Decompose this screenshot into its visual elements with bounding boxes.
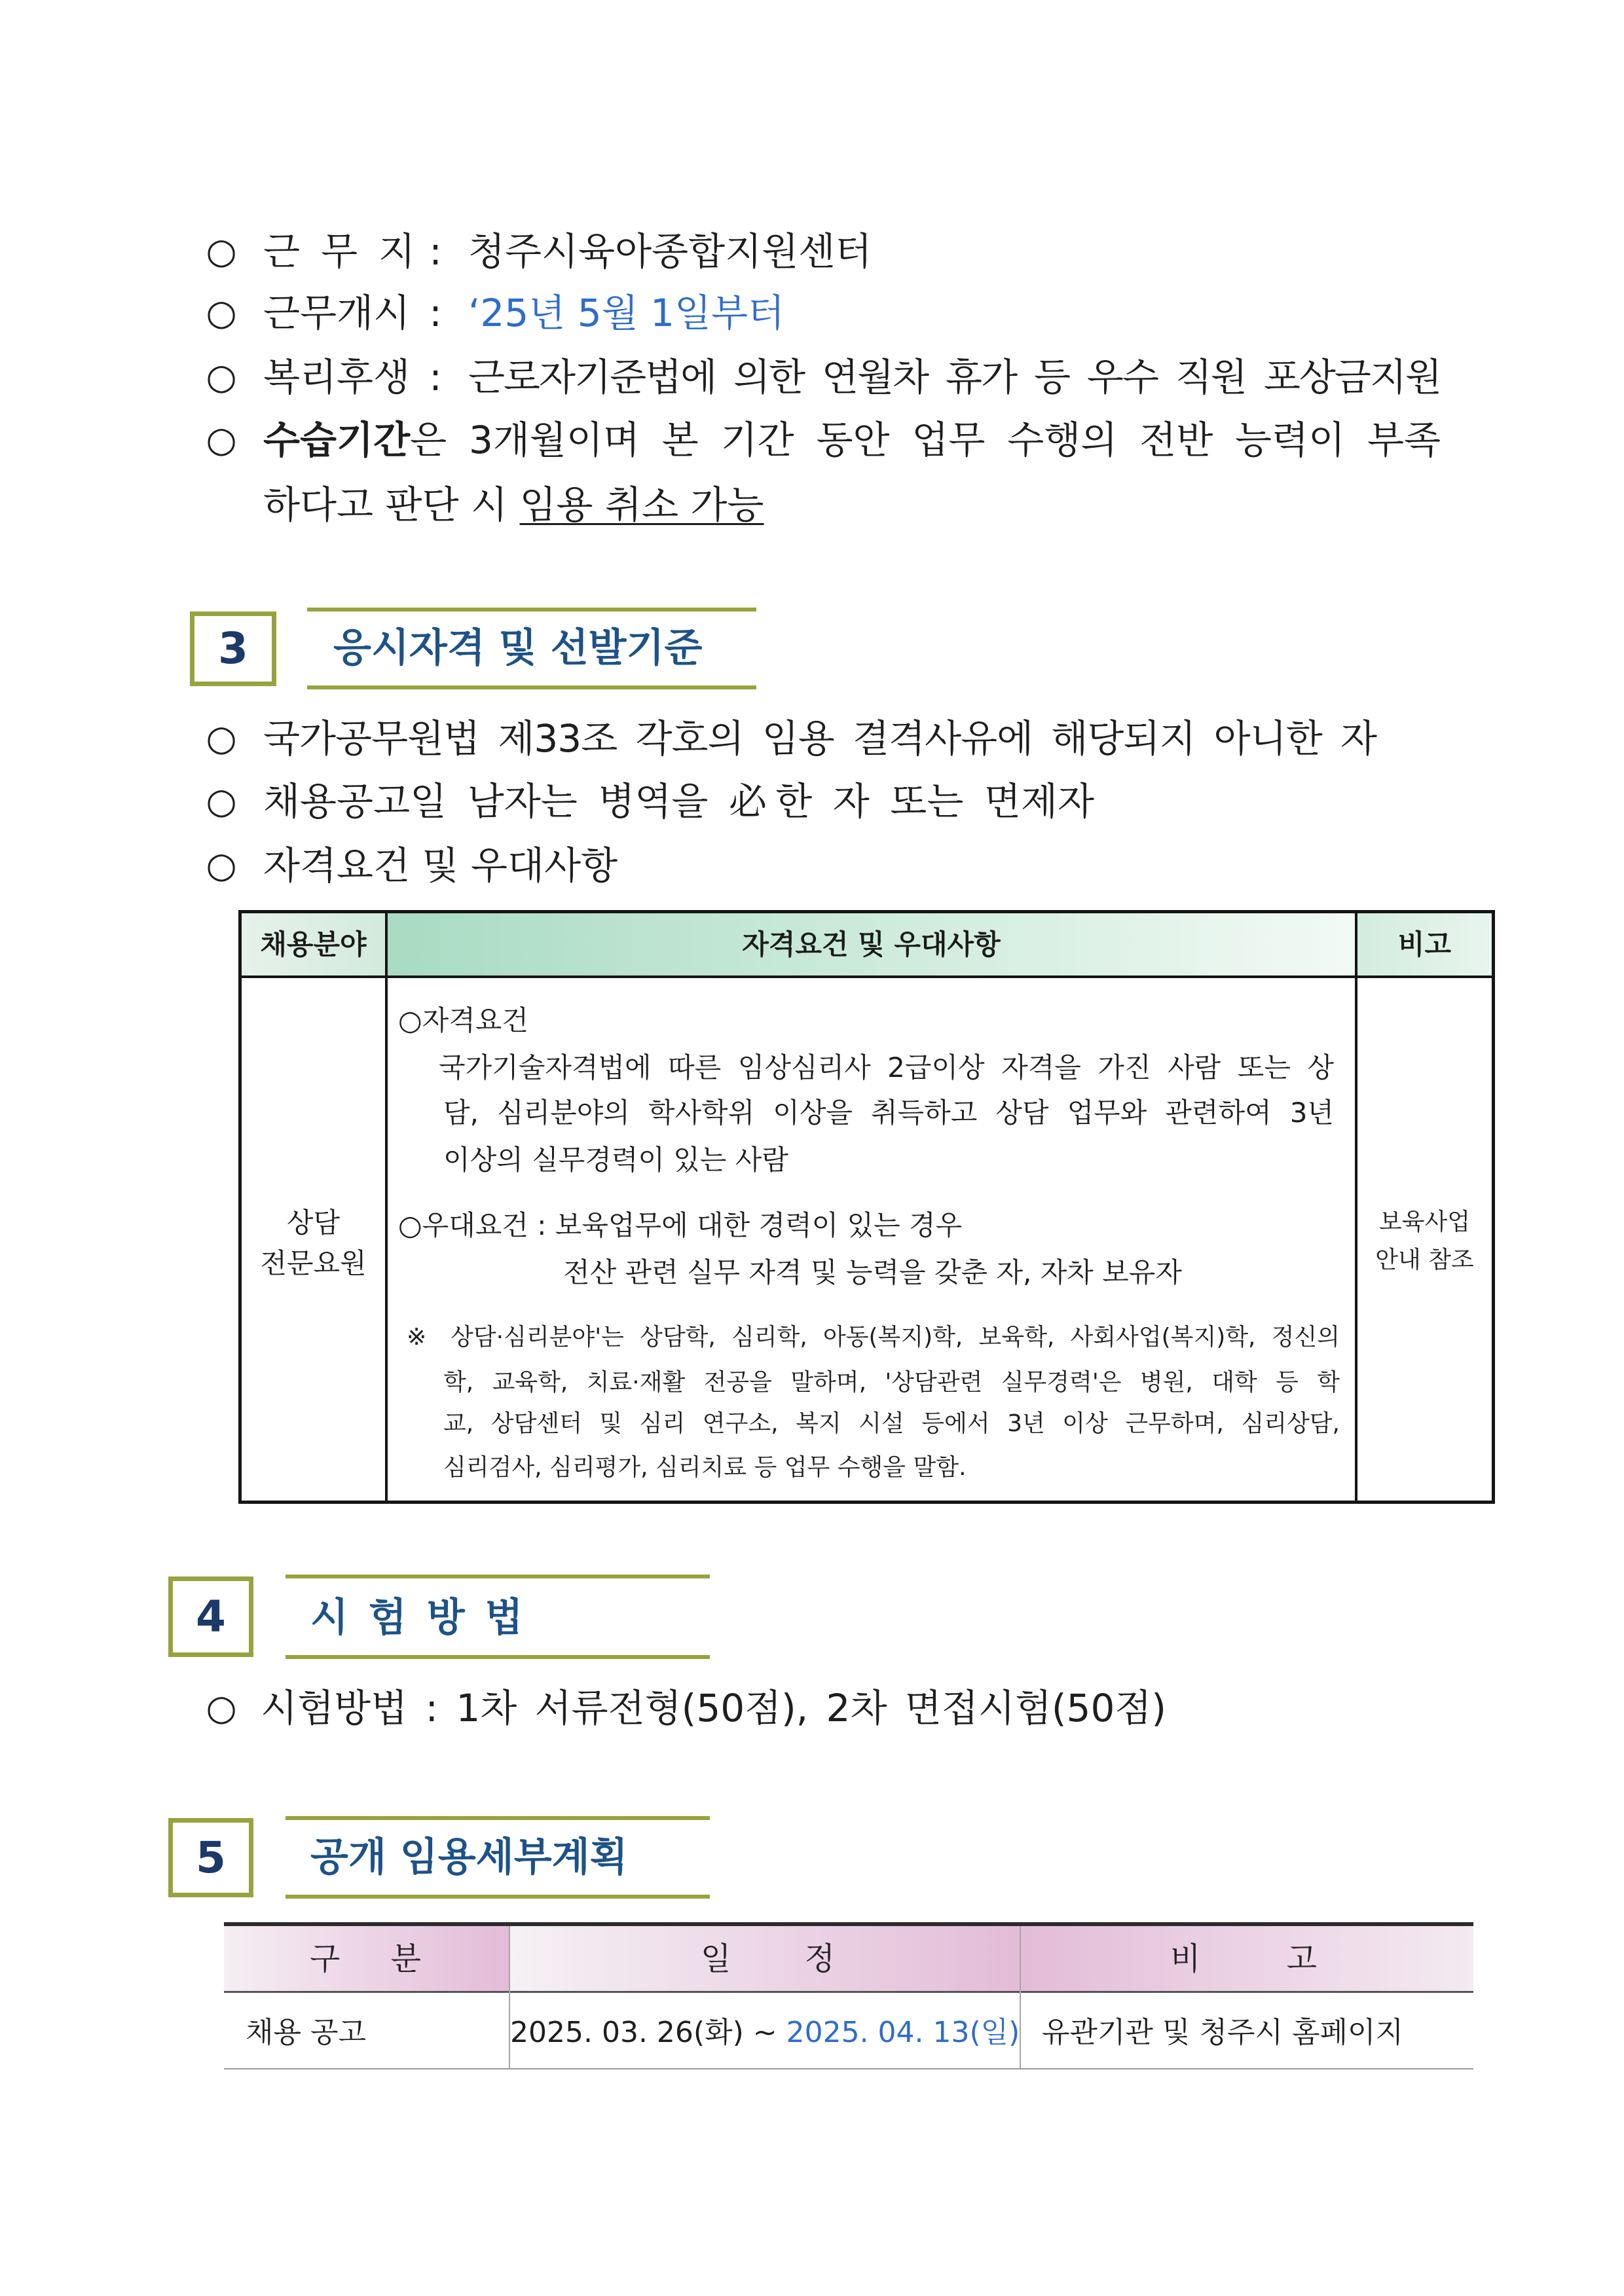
note-line: ※ 상담·심리분야'는 상담학, 심리학, 아동(복지)학, 보육학, 사회사업(복지)학, 정신의	[407, 1324, 1340, 1351]
workplace-label: 근 무 지	[263, 229, 415, 274]
section-title: 시 험 방 법	[310, 1595, 523, 1641]
colon: :	[429, 291, 442, 335]
field-cell-line: 상담	[286, 1207, 341, 1239]
remarks-cell-line: 보육사업	[1378, 1209, 1471, 1235]
note-line: 교, 상담센터 및 심리 연구소, 복지 시설 등에서 3년 이상 근무하며, 심리상담,	[443, 1410, 1340, 1437]
table-header-rule	[224, 1991, 1473, 1993]
section-number: 3	[190, 611, 276, 686]
schedule-dates	[510, 2013, 1020, 2052]
heading-rule-bottom	[286, 1895, 710, 1899]
section-title: 응시자격 및 선발기준	[333, 625, 703, 671]
table-header-remarks: 비 고	[1170, 1941, 1317, 1977]
military-service-item: 채용공고일 남자는 병역을 必한 자 또는 면제자	[263, 779, 1094, 824]
probation-text-continued: 하다고 판단 시	[263, 483, 508, 527]
eligibility-item: 국가공무원법 제33조 각호의 임용 결격사유에 해당되지 아니한 자	[263, 716, 1376, 761]
table-top-rule	[224, 1922, 1473, 1926]
heading-rule-top	[286, 1816, 710, 1820]
schedule-end: 2025. 04. 13(일)	[786, 2016, 1020, 2049]
heading-rule-top	[307, 608, 756, 611]
table-column-divider	[385, 913, 388, 1501]
bullet-icon: ○	[206, 718, 237, 759]
colon: :	[429, 355, 442, 399]
qualification-table	[238, 910, 1495, 1504]
table-header-field: 채용분야	[242, 913, 385, 975]
preference-line: ○우대요건 : 보육업무에 대한 경력이 있는 경우	[398, 1209, 963, 1241]
bullet-icon: ○	[206, 292, 237, 333]
start-date-label: 근무개시	[263, 291, 411, 335]
section-number: 4	[168, 1576, 253, 1657]
qualification-line: 담, 심리분야의 학사학위 이상을 취득하고 상담 업무와 관련하여 3년	[443, 1097, 1334, 1129]
section-number: 5	[168, 1818, 253, 1897]
qualification-item: 자격요건 및 우대사항	[263, 843, 618, 888]
workplace-value: 청주시육아종합지원센터	[468, 229, 872, 274]
start-date-value: ‘25년 5월 1일부터	[468, 291, 785, 335]
bullet-icon: ○	[206, 845, 237, 886]
preference-continuation: 전산 관련 실무 자격 및 능력을 갖춘 자, 자차 보유자	[563, 1256, 1182, 1288]
note-line: 심리검사, 심리평가, 심리치료 등 업무 수행을 말함.	[443, 1454, 967, 1481]
schedule-start: 2025. 03. 26(화) ~	[510, 2016, 777, 2049]
probation-line-1	[263, 415, 1441, 465]
bullet-icon: ○	[206, 419, 237, 460]
probation-line-2	[263, 480, 764, 530]
qualification-line: 국가기술자격법에 따른 임상심리사 2급이상 자격을 가진 사람 또는 상	[439, 1051, 1334, 1084]
benefits-label: 복리후생	[263, 355, 411, 399]
probation-cancellation-note: 임용 취소 가능	[519, 483, 764, 527]
heading-rule-bottom	[286, 1655, 710, 1659]
table-bottom-rule	[224, 2068, 1473, 2069]
schedule-remarks: 유관기관 및 청주시 홈페이지	[1042, 2016, 1404, 2049]
table-header-category: 구 분	[310, 1941, 421, 1977]
field-cell-line: 전문요원	[260, 1247, 367, 1279]
heading-rule-top	[286, 1575, 710, 1578]
remarks-cell-line: 안내 참조	[1375, 1247, 1474, 1273]
benefits-value: 근로자기준법에 의한 연월차 휴가 등 우수 직원 포상금지원	[468, 355, 1441, 399]
table-header-schedule: 일 정	[701, 1941, 835, 1977]
qualification-heading: ○자격요건	[398, 1004, 528, 1036]
heading-rule-bottom	[307, 685, 756, 689]
probation-text: 은 3개월이며 본 기간 동안 업무 수행의 전반 능력이 부족	[410, 418, 1441, 462]
bullet-icon: ○	[206, 1687, 237, 1728]
note-line: 학, 교육학, 치료·재활 전공을 말하며, '상담관련 실무경력'은 병원, 대학 등 학	[443, 1369, 1340, 1396]
colon: :	[429, 229, 442, 274]
bullet-icon: ○	[206, 780, 237, 822]
bullet-icon: ○	[206, 356, 237, 397]
table-header-divider	[242, 975, 1492, 978]
bullet-icon: ○	[206, 230, 237, 272]
table-header-remarks: 비고	[1357, 913, 1492, 975]
schedule-category: 채용 공고	[246, 2016, 367, 2049]
probation-term: 수습기간	[263, 418, 411, 462]
table-header-requirements: 자격요건 및 우대사항	[388, 913, 1355, 975]
qualification-line: 이상의 실무경력이 있는 사람	[443, 1144, 788, 1176]
exam-method-item: 시험방법 : 1차 서류전형(50점), 2차 면접시험(50점)	[261, 1686, 1166, 1730]
section-title: 공개 임용세부계획	[310, 1834, 628, 1880]
